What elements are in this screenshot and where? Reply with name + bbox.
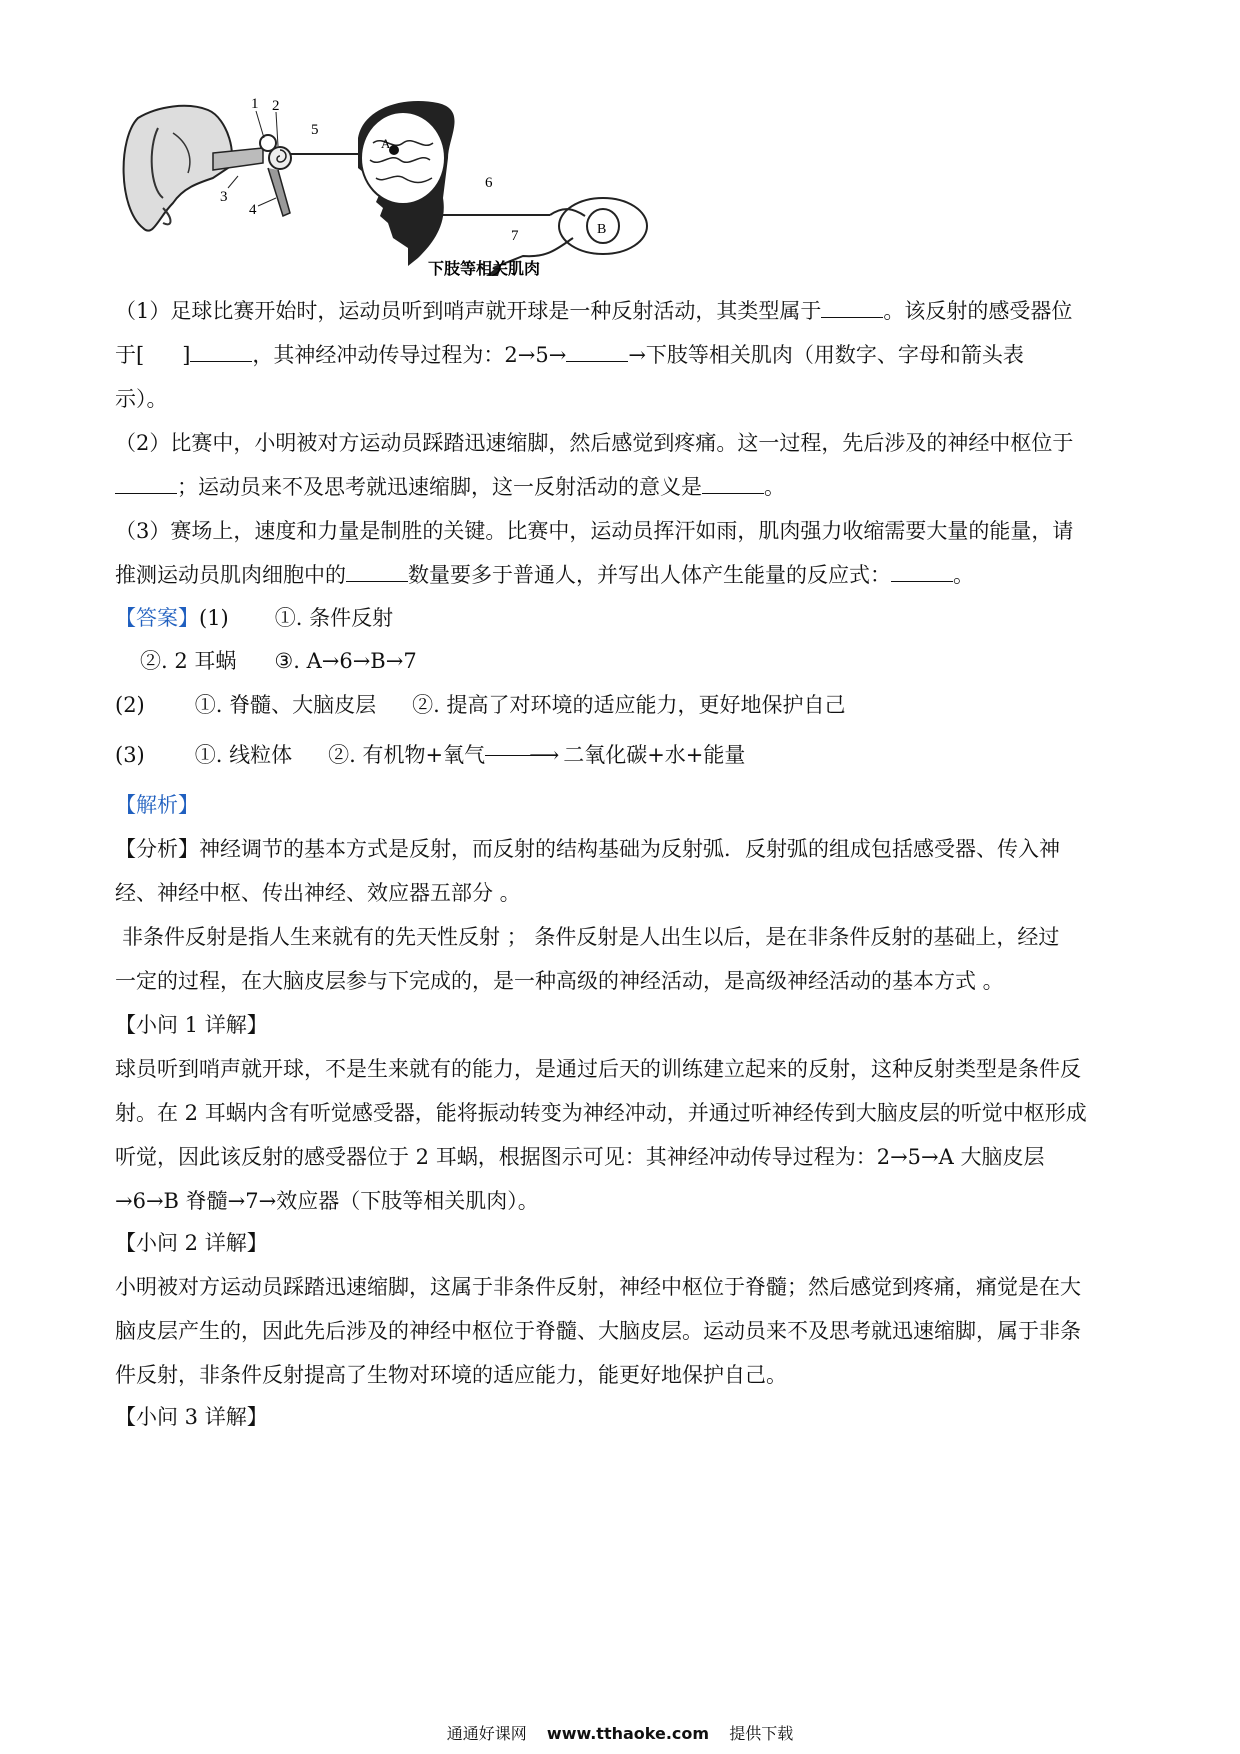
answer-line-1	[115, 603, 393, 633]
subquestion-1-line-1: 球员听到哨声就开球，不是生来就有的能力，是通过后天的训练建立起来的反射，这种反射类型是条件反	[115, 1057, 1081, 1081]
q1-text-g: 示）。	[115, 387, 168, 411]
answer-line-2	[140, 646, 417, 676]
footer-url[interactable]: www.tthaoke.com	[546, 1724, 710, 1743]
footer-site-name: 通通好课网	[446, 1724, 527, 1743]
question-2-line-1	[115, 428, 1073, 458]
reflex-arc-figure	[118, 98, 728, 320]
answer-2-part-2: ②. 提高了对环境的适应能力，更好地保护自己	[412, 693, 846, 717]
q3-text-b: 推测运动员肌肉细胞中的	[115, 563, 346, 587]
reaction-reactants: 有机物+氧气	[362, 743, 486, 767]
ear-brain-spinal-diagram	[118, 98, 728, 320]
answer-tag: 【答案】	[115, 606, 199, 630]
q1-text-e: ，其神经冲动传导过程为：2→5→	[252, 343, 567, 367]
answer-blank	[821, 299, 883, 318]
analysis-line-1	[115, 834, 1060, 864]
question-3-line-2	[115, 560, 974, 590]
analysis-fx-tag: 【分析】	[115, 837, 199, 861]
question-1-line-2	[115, 340, 1024, 370]
label-B: B	[597, 222, 607, 237]
answer-2-part-1: ①. 脊髓、大脑皮层	[194, 693, 377, 717]
label-2: 2	[272, 98, 280, 114]
question-2-line-2	[115, 472, 785, 502]
analysis-line-2: 经、神经中枢、传出神经、效应器五部分 。	[115, 881, 521, 905]
q1-text-f: →下肢等相关肌肉（用数字、字母和箭头表	[628, 343, 1024, 367]
q2-text-c: 。	[764, 475, 785, 499]
answer-3-part-1: ①. 线粒体	[194, 743, 293, 767]
answer-2-number: (2)	[115, 693, 145, 717]
answer-blank	[190, 343, 252, 362]
footer-download-text: 提供下载	[729, 1724, 794, 1743]
q3-text-a: （3）赛场上，速度和力量是制胜的关键。比赛中，运动员挥汗如雨，肌肉强力收缩需要大量的能量，请	[115, 519, 1074, 543]
analysis-line-4: 一定的过程，在大脑皮层参与下完成的，是一种高级的神经活动，是高级神经活动的基本方式 。	[115, 969, 1004, 993]
subquestion-2-line-2: 脑皮层产生的，因此先后涉及的神经中枢位于脊髓、大脑皮层。运动员来不及思考就迅速缩脚，属于非条	[115, 1319, 1081, 1343]
subquestion-2-line-1: 小明被对方运动员踩踏迅速缩脚，这属于非条件反射，神经中枢位于脊髓；然后感觉到疼痛，痛觉是在大	[115, 1275, 1081, 1299]
subquestion-1-line-2: 射。在 2 耳蜗内含有听觉感受器，能将振动转变为神经冲动，并通过听神经传到大脑皮层的听觉中枢形成	[115, 1101, 1087, 1125]
answer-1-number: (1)	[199, 606, 229, 630]
figure-caption: 下肢等相关肌肉	[428, 259, 541, 278]
label-3: 3	[220, 189, 228, 205]
answer-line-3	[115, 690, 845, 720]
q3-text-c: 数量要多于普通人，并写出人体产生能量的反应式：	[408, 563, 891, 587]
answer-1-part-2: ②. 2 耳蜗	[140, 649, 237, 673]
q1-text-b: 。该反射的感受器位	[883, 299, 1073, 323]
answer-3-part-2-prefix: ②.	[328, 743, 356, 767]
q1-text-c: 于[	[115, 343, 145, 367]
page-footer	[0, 1721, 1240, 1744]
subquestion-2-title: 【小问 2 详解】	[115, 1231, 268, 1255]
subquestion-3-title: 【小问 3 详解】	[115, 1405, 268, 1429]
answer-blank	[702, 475, 764, 494]
answer-blank	[346, 563, 408, 582]
answer-1-part-3: ③. A→6→B→7	[274, 649, 417, 673]
reaction-arrow-icon	[485, 755, 533, 756]
question-1-line-3	[115, 384, 168, 414]
subquestion-1-title: 【小问 1 详解】	[115, 1013, 268, 1037]
question-1-line-1	[115, 296, 1072, 326]
label-7: 7	[511, 228, 519, 244]
label-6: 6	[485, 175, 493, 191]
analysis-tag: 【解析】	[115, 793, 199, 817]
q2-text-a: （2）比赛中，小明被对方运动员踩踏迅速缩脚，然后感觉到疼痛。这一过程，先后涉及的神经中枢位于	[115, 431, 1074, 455]
subquestion-2-line-3: 件反射，非条件反射提高了生物对环境的适应能力，能更好地保护自己。	[115, 1363, 787, 1387]
q3-text-d: 。	[953, 563, 974, 587]
q1-text-a: （1）足球比赛开始时，运动员听到哨声就开球是一种反射活动，其类型属于	[115, 299, 822, 323]
reaction-products: 二氧化碳+水+能量	[563, 743, 746, 767]
answer-blank	[891, 563, 953, 582]
subquestion-1-line-4: →6→B 脊髓→7→效应器（下肢等相关肌肉）。	[115, 1189, 539, 1213]
label-5: 5	[311, 122, 319, 138]
label-4: 4	[249, 202, 257, 218]
answer-blank	[115, 475, 177, 494]
answer-line-4: (3) ①. 线粒体 ②. 有机物+氧气 ⟶ 二氧化碳+水+能量	[115, 743, 746, 767]
answer-blank	[566, 343, 628, 362]
question-3-line-1	[115, 516, 1073, 546]
answer-3-number: (3)	[115, 743, 145, 767]
subquestion-1-line-3: 听觉，因此该反射的感受器位于 2 耳蜗，根据图示可见：其神经冲动传导过程为：2→5→A 大脑皮层	[115, 1145, 1045, 1169]
q2-text-b: ；运动员来不及思考就迅速缩脚，这一反射活动的意义是	[177, 475, 702, 499]
label-1: 1	[251, 98, 259, 112]
answer-1-part-1: ①. 条件反射	[274, 606, 394, 630]
analysis-line-3: 非条件反射是指人生来就有的先天性反射 ； 条件反射是人出生以后，是在非条件反射的基础上，经过	[122, 925, 1060, 949]
label-A: A	[381, 136, 391, 151]
q1-text-d: ]	[182, 343, 191, 367]
analysis-fx-1: 神经调节的基本方式是反射，而反射的结构基础为反射弧．反射弧的组成包括感受器、传入神	[199, 837, 1060, 861]
